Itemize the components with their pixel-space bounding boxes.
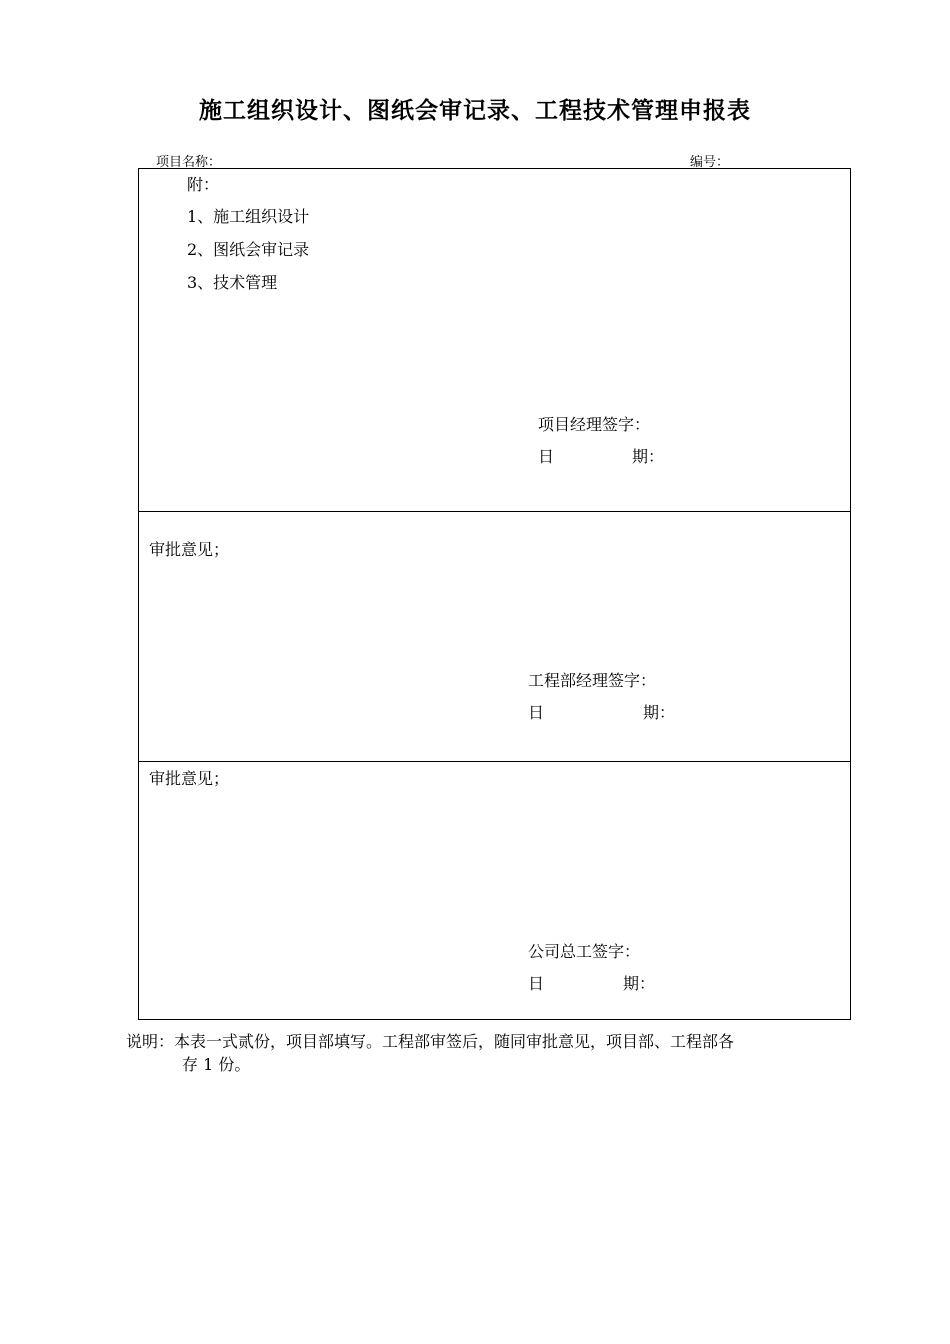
project-manager-signature-label: 项目经理签字： bbox=[538, 415, 651, 434]
date-label-char-2: 期： bbox=[623, 974, 656, 993]
project-name-label: 项目名称： bbox=[156, 155, 222, 170]
date-label-char-1: 日 bbox=[528, 703, 545, 722]
chief-engineer-approval-section bbox=[139, 762, 850, 1019]
attach-item-2: 2、图纸会审记录 bbox=[187, 240, 310, 259]
attach-label: 附： bbox=[187, 175, 220, 194]
attachments-section bbox=[139, 169, 850, 512]
note-line-1: 说明：本表一式贰份，项目部填写。工程部审签后，随同审批意见，项目部、工程部各 bbox=[126, 1032, 735, 1051]
date-label-char-1: 日 bbox=[538, 447, 555, 466]
engineering-approval-section bbox=[139, 512, 850, 762]
approval-opinion-label: 审批意见； bbox=[149, 540, 230, 559]
chief-engineer-signature-label: 公司总工签字： bbox=[528, 942, 641, 961]
attach-item-3: 3、技术管理 bbox=[187, 273, 278, 292]
engineering-manager-signature-label: 工程部经理签字： bbox=[528, 671, 657, 690]
attach-item-1: 1、施工组织设计 bbox=[187, 207, 310, 226]
note-line-2: 存 1 份。 bbox=[182, 1055, 251, 1074]
date-label-char-1: 日 bbox=[528, 974, 545, 993]
number-label: 编号： bbox=[690, 155, 730, 170]
date-label-char-2: 期： bbox=[632, 447, 665, 466]
approval-opinion-label: 审批意见； bbox=[149, 769, 230, 788]
form-table bbox=[138, 168, 851, 1020]
date-label-char-2: 期： bbox=[643, 703, 676, 722]
page-title: 施工组织设计、图纸会审记录、工程技术管理申报表 bbox=[199, 97, 751, 124]
